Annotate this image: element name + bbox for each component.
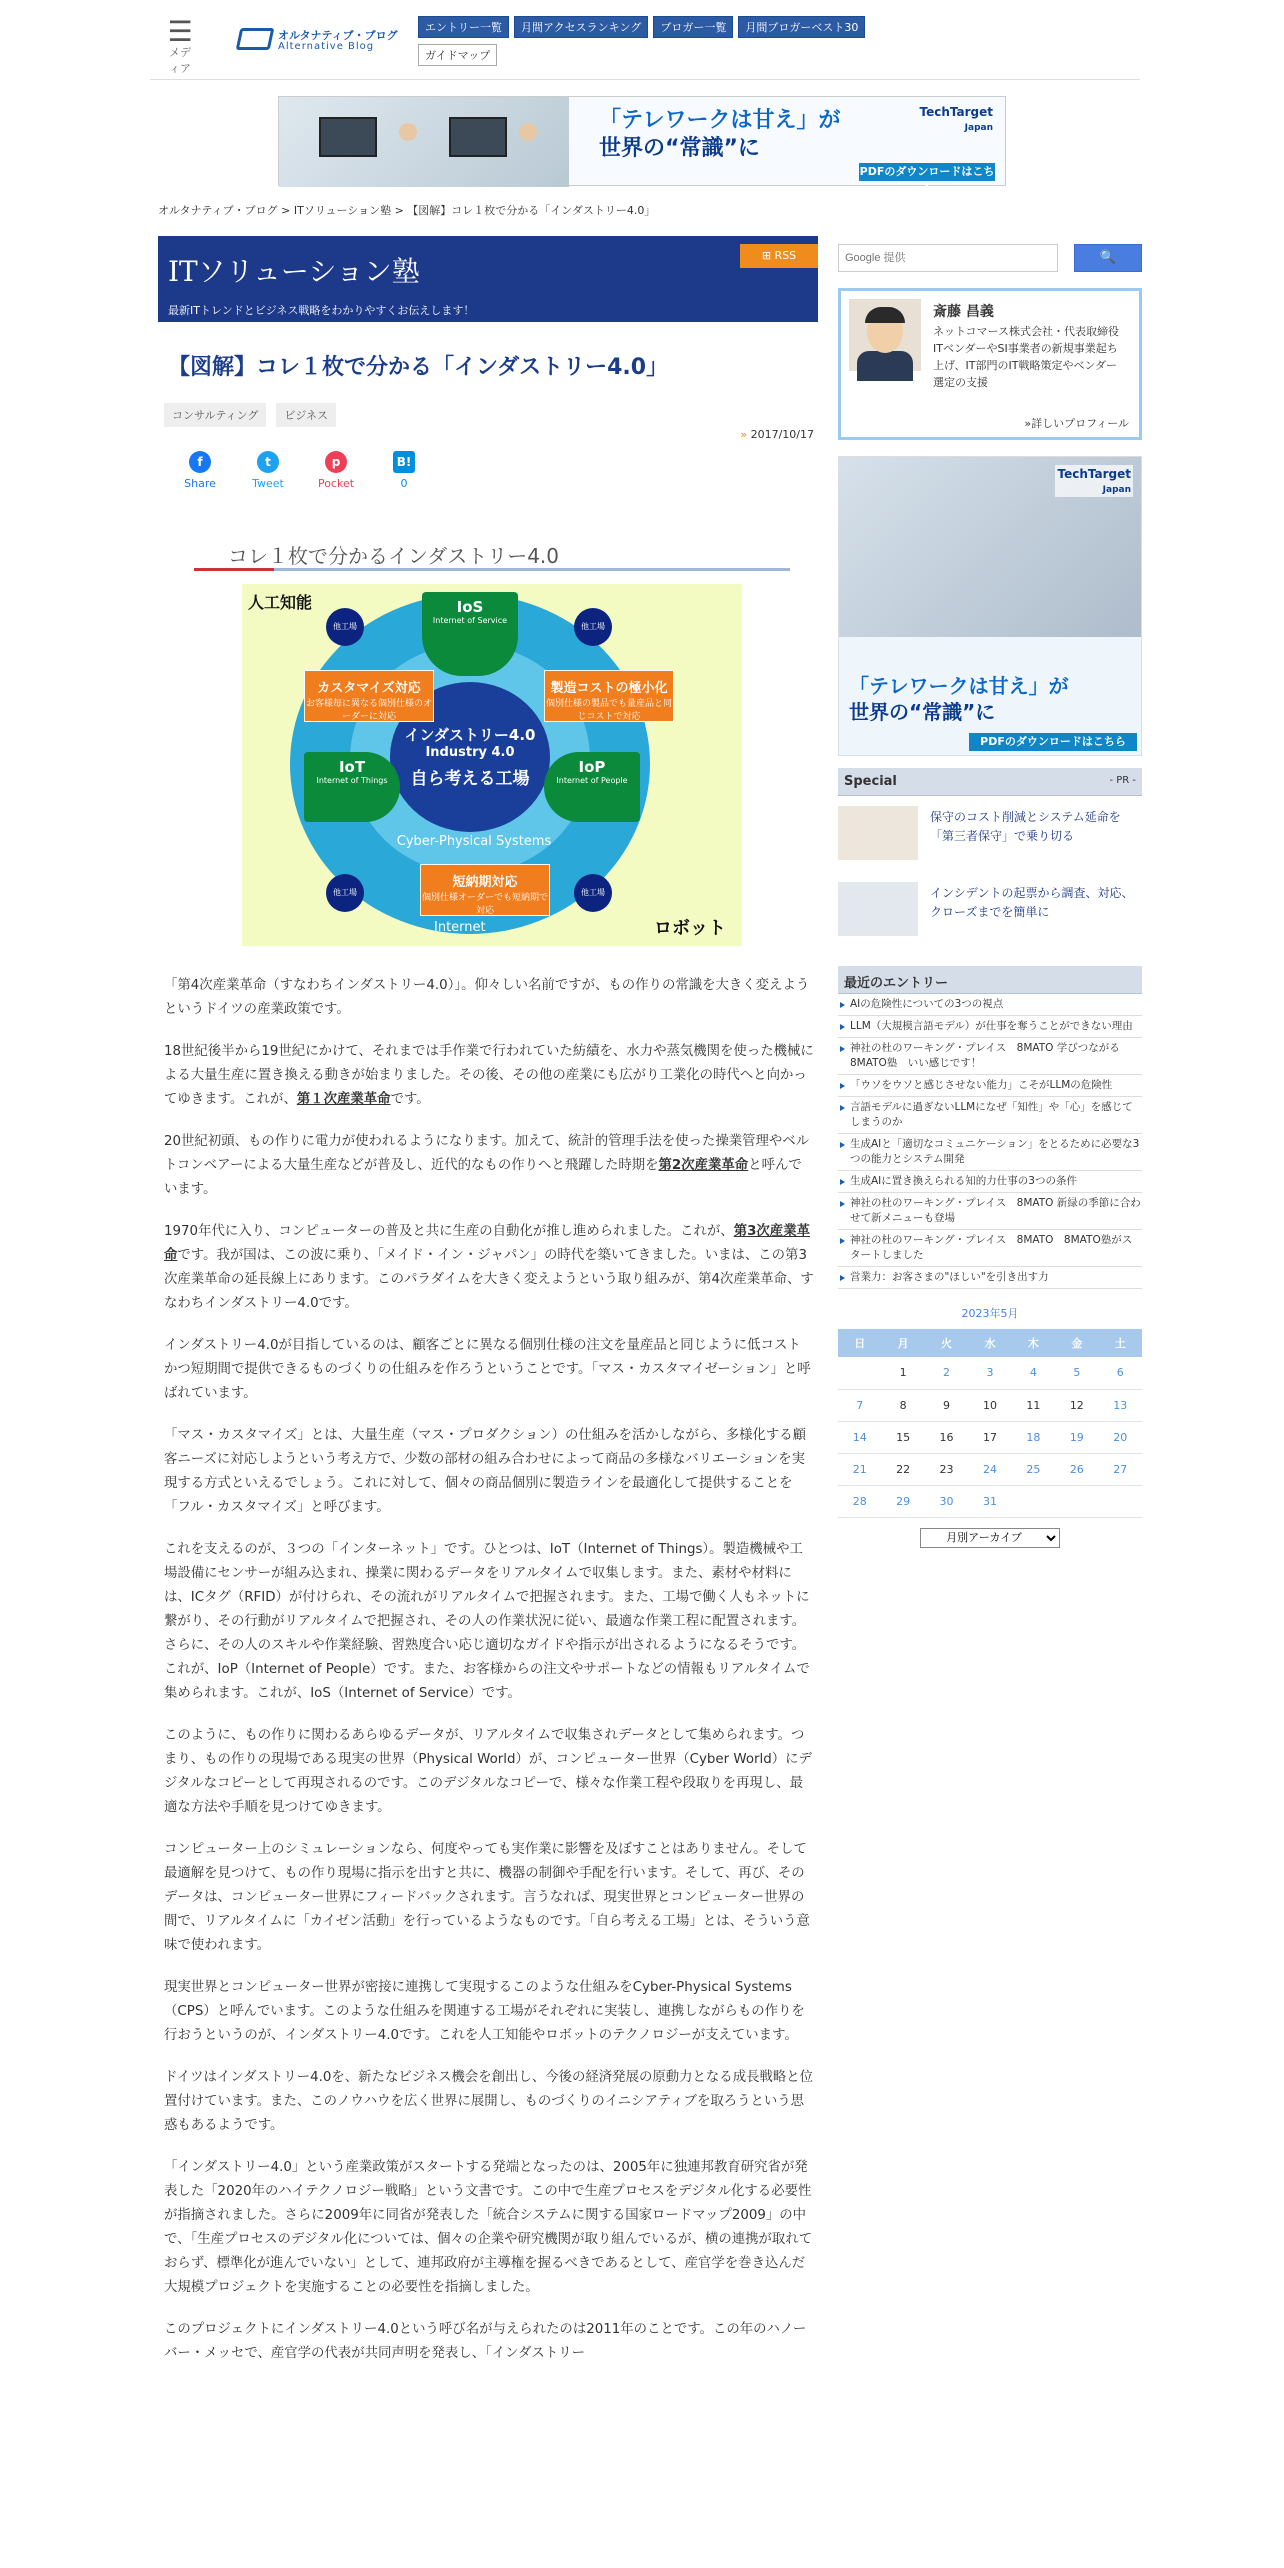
list-item[interactable]: 生成AIと「適切なコミュニケーション」をとるために必要な3つの能力とシステム開発	[838, 1134, 1142, 1171]
author-avatar[interactable]	[849, 299, 921, 371]
calendar-date: 19	[1055, 1421, 1098, 1453]
nav-guidemap[interactable]: ガイドマップ	[418, 44, 497, 66]
nav-bloggers[interactable]: ブロガー一覧	[653, 16, 733, 38]
calendar-day-header: 日	[838, 1329, 881, 1357]
list-item[interactable]: 言語モデルに過ぎないLLMになぜ「知性」や「心」を感じてしまうのか	[838, 1097, 1142, 1134]
site-logo[interactable]	[238, 25, 398, 55]
diagram-internet-label: Internet	[434, 920, 486, 935]
paragraph: 20世紀初頭、もの作りに電力が使われるようになります。加えて、統計的管理手法を使った操業管理やベルトコンベアーによる大量生産などが普及し、近代的なもの作りへと飛躍した時期を第2次産業革命と呼んでいます。	[164, 1134, 810, 1197]
search-icon: 🔍	[1099, 250, 1117, 265]
diagram-cps-label: Cyber-Physical Systems	[396, 834, 552, 849]
calendar-date	[838, 1357, 881, 1389]
list-item[interactable]: 神社の杜のワーキング・プレイス 8MATO 8MATO塾がスタートしました	[838, 1230, 1142, 1267]
blog-description: 最新ITトレンドとビジネス戦略をわかりやすくお伝えします！	[168, 304, 475, 317]
diagram-iot-node: IoT Internet of Things	[304, 752, 400, 822]
article-body	[158, 974, 818, 2366]
tag-business[interactable]: ビジネス	[276, 403, 336, 427]
rss-icon: ⊞	[761, 249, 775, 262]
calendar-date: 13	[1099, 1389, 1142, 1421]
diagram-title: コレ１枚で分かるインダストリー4.0	[228, 544, 560, 568]
author-bio: ネットコマース株式会社・代表取締役 ITベンダーやSI事業者の新規事業起ち上げ、IT部門のIT戦略策定やベンダー選定の支援	[933, 325, 1120, 389]
logo-text: オルタナティブ・ブログ	[278, 29, 398, 42]
hatena-icon: B!	[393, 451, 415, 473]
calendar-date: 4	[1012, 1357, 1055, 1389]
calendar-date	[1012, 1485, 1055, 1517]
calendar-date: 26	[1055, 1453, 1098, 1485]
diagram-customize-box: カスタマイズ対応 お客様毎に異なる個別仕様のオーダーに対応	[304, 670, 434, 722]
share-buttons	[158, 451, 818, 490]
list-item[interactable]: 営業力：お客さまの"ほしい"を引き出す力	[838, 1267, 1142, 1289]
tag-consulting[interactable]: コンサルティング	[164, 403, 266, 427]
calendar-date[interactable]: 1	[881, 1357, 924, 1389]
blog-title[interactable]: ITソリューション塾	[168, 255, 420, 288]
calendar-date: 29	[881, 1485, 924, 1517]
top-nav	[418, 16, 865, 38]
special-thumbnail	[838, 882, 918, 936]
search-input[interactable]	[838, 244, 1058, 272]
calendar-date: 28	[838, 1485, 881, 1517]
hamburger-icon: ☰	[167, 15, 193, 48]
calendar-date: 7	[838, 1389, 881, 1421]
calendar-date: 30	[925, 1485, 968, 1517]
techtarget-logo: TechTarget Japan	[919, 105, 993, 133]
calendar-date[interactable]: 11	[1012, 1389, 1055, 1421]
search-button[interactable]	[1074, 244, 1142, 272]
logo-subtext: Alternative Blog	[278, 41, 375, 52]
sidebar-ad[interactable]	[838, 456, 1142, 756]
diagram-factory-node: 他工場	[574, 874, 612, 912]
calendar-date	[1099, 1485, 1142, 1517]
calendar-day-header: 月	[881, 1329, 924, 1357]
list-item[interactable]: 生成AIに置き換えられる知的力仕事の3つの条件	[838, 1171, 1142, 1193]
paragraph: 現実世界とコンピューター世界が密接に連携して実現するこのような仕組みをCyber-Physical Systems（CPS）と呼んでいます。このような仕組みを関連する工場がそれぞれに実装し、連携しながらもの作りを行おうというのが、インダストリー4.0です。これを人工知能やロボットのテクノロジーが支えています。	[164, 1980, 805, 2043]
calendar-date: 25	[1012, 1453, 1055, 1485]
calendar-date: 2	[925, 1357, 968, 1389]
special-thumbnail	[838, 806, 918, 860]
main-content	[158, 236, 818, 2384]
calendar-date[interactable]: 15	[881, 1421, 924, 1453]
calendar-date: 18	[1012, 1421, 1055, 1453]
paragraph: このように、もの作りに関わるあらゆるデータが、リアルタイムで収集されデータとして集められます。つまり、もの作りの現場である現実の世界（Physical World）が、コンピューター世界（Cyber World）にデジタルなコピーとして再現されるのです。このデジタルなコピーで、様々な作業工程や段取りを再現し、最適な方法や手順を見つけてゆきます。	[164, 1728, 812, 1815]
author-name: 斎藤 昌義	[933, 304, 994, 320]
ad-pdf-button[interactable]: PDFのダウンロードはこちら	[969, 733, 1137, 751]
recent-entries	[838, 994, 1142, 1289]
list-item[interactable]: 神社の杜のワーキング・プレイス 8MATO 新緑の季節に合わせて新メニューも登場	[838, 1193, 1142, 1230]
diagram-factory-node: 他工場	[326, 874, 364, 912]
calendar-day-header: 木	[1012, 1329, 1055, 1357]
calendar-day-header: 水	[968, 1329, 1011, 1357]
nav-best30[interactable]: 月間ブロガーベスト30	[738, 16, 865, 38]
paragraph: ドイツはインダストリー4.0を、新たなビジネス機会を創出し、今後の経済発展の原動力となる成長戦略と位置付けています。また、このノウハウを広く世界に展開し、ものづくりのイニシアティブを取ろうという思惑もあるようです。	[164, 2070, 814, 2133]
paragraph: 1970年代に入り、コンピューターの普及と共に生産の自動化が推し進められました。これが、第3次産業革命です。我が国は、この波に乗り、「メイド・イン・ジャパン」の時代を築いてきました。いまは、この第3次産業革命の延長線上にあります。このパラダイムを大きく変えようという取り組みが、第4次産業革命、すなわちインダストリー4.0です。	[164, 1224, 814, 1311]
diagram-robot-label: ロボット	[654, 918, 726, 939]
paragraph: 「マス・カスタマイズ」とは、大量生産（マス・プロダクション）の仕組みを活かしながら、多様化する顧客ニーズに対応しようという考え方で、少数の部材の組み合わせによって商品の多様なバリエーションを実現する方式といえるでしょう。これに対して、個々の商品個別に製造ラインを最適化して提供することを「フル・カスタマイズ」と呼びます。	[164, 1428, 807, 1515]
calendar-date: 3	[968, 1357, 1011, 1389]
calendar-date: 20	[1099, 1421, 1142, 1453]
pocket-icon: p	[325, 451, 347, 473]
ad-headline: 「テレワークは甘え」が 世界の“常識”に	[849, 674, 1069, 724]
menu-label: メディア	[169, 46, 191, 75]
list-item[interactable]: 「ウソをウソと感じさせない能力」こそがLLMの危険性	[838, 1075, 1142, 1097]
paragraph: これを支えるのが、３つの「インターネット」です。ひとつは、IoT（Internet of Things）。製造機械や工場設備にセンサーが組み込まれ、操業に関わるデータをリアルタイムで収集します。また、素材や材料には、ICタグ（RFID）が付けられ、その流れがリアルタイムで把握されます。また、工場で働く人もネットに繋がり、その行動がリアルタイムで把握され、その人の作業状況に従い、最適な作業工程に配置されます。さらに、その人のスキルや作業経験、習熟度合い応じ適切なガイドや指示が出されるようになるそうです。これが、IoP（Internet of People）です。また、お客様からの注文やサポートなどの情報もリアルタイムで集められます。これが、IoS（Internet of Service）です。	[164, 1542, 810, 1701]
nav-ranking[interactable]: 月間アクセスランキング	[514, 16, 648, 38]
banner-pdf-button[interactable]: PDFのダウンロードはこちら	[859, 165, 995, 196]
calendar-date: 6	[1099, 1357, 1142, 1389]
top-nav-row2	[418, 44, 497, 66]
paragraph: このプロジェクトにインダストリー4.0という呼び名が与えられたのは2011年のことです。この年のハノーバー・メッセで、産官学の代表が共同声明を発表し、「インダストリー	[164, 2322, 807, 2361]
diagram-cost-box: 製造コストの極小化 個別仕様の製品でも量産品と同じコストで対応	[544, 670, 674, 722]
diagram-factory-node: 他工場	[326, 608, 364, 646]
paragraph: コンピューター上のシミュレーションなら、何度やっても実作業に影響を及ぼすことはありません。そして最適解を見つけて、もの作り現場に指示を出すと共に、機器の制御や手配を行います。そして、再び、そのデータは、コンピューター世界にフィードバックされます。言うなれば、現実世界とコンピューター世界の間で、リアルタイムに「カイゼン活動」を行っているようなものです。「自ら考える工場」とは、そういう意味で使われます。	[164, 1842, 810, 1953]
sidebar	[838, 236, 1142, 1548]
special-item[interactable]: 保守のコスト削減とシステム延命を「第三者保守」で乗り切る	[838, 796, 1142, 872]
nav-entries[interactable]: エントリー一覧	[418, 16, 509, 38]
site-header	[150, 0, 1140, 80]
list-item[interactable]: 神社の杜のワーキング・プレイス 8MATO 学びつながる8MATO塾 いい感じです！	[838, 1038, 1142, 1075]
calendar-date	[1055, 1485, 1098, 1517]
logo-icon	[236, 28, 275, 50]
paragraph: 「インダストリー4.0」という産業政策がスタートする発端となったのは、2005年に独連邦教育研究省が発表した「2020年のハイテクノロジー戦略」という文書です。この中で生産プロセスをデジタル化する必要性が指摘されました。さらに2009年に同省が発表した「統合システムに関する国家ロードマップ2009」の中で、「生産プロセスのデジタル化については、個々の企業や研究機関が取り組んでいるが、横の連携が取れておらず、標準化が進んでいない」として、連邦政府が主導権を握るべきであるとして、産官学を巻き込んだ大規模プロジェクトを実施することの必要性を指摘しました。	[164, 2160, 813, 2295]
calendar-date: 27	[1099, 1453, 1142, 1485]
special-heading: Special - PR -	[838, 768, 1142, 796]
calendar-day-header: 火	[925, 1329, 968, 1357]
calendar-date[interactable]: 22	[881, 1453, 924, 1485]
breadcrumb[interactable]: オルタナティブ・ブログ > ITソリューション塾 > 【図解】コレ１枚で分かる「インダストリー4.0」	[158, 204, 656, 217]
paragraph: インダストリー4.0が目指しているのは、顧客ごとに異なる個別仕様の注文を量産品と同じように低コストかつ短期間で提供できるものづくりの仕組みを作ろうということです。「マス・カスタマイゼーション」と呼ばれています。	[164, 1338, 811, 1401]
calendar-date: 21	[838, 1453, 881, 1485]
list-item[interactable]: LLM（大規模言語モデル）が仕事を奪うことができない理由	[838, 1016, 1142, 1038]
rss-button[interactable]: ⊞ RSS	[740, 244, 818, 268]
profile-more-link[interactable]: »詳しいプロフィール	[1024, 417, 1129, 430]
menu-button[interactable]	[165, 15, 195, 76]
calendar-date[interactable]: 16	[925, 1421, 968, 1453]
calendar-date[interactable]: 10	[968, 1389, 1011, 1421]
google-search	[838, 244, 1142, 272]
archive-select[interactable]	[920, 1528, 1060, 1548]
author-profile	[838, 288, 1142, 440]
techtarget-logo: TechTarget Japan	[1057, 467, 1131, 495]
share-twitter[interactable]: t Tweet	[248, 451, 288, 490]
share-hatena[interactable]: B! 0	[384, 451, 424, 490]
article-title: 【図解】コレ１枚で分かる「インダストリー4.0」	[168, 355, 669, 380]
calendar-date[interactable]: 12	[1055, 1389, 1098, 1421]
share-pocket[interactable]: p Pocket	[316, 451, 356, 490]
calendar-date: 24	[968, 1453, 1011, 1485]
blog-header	[158, 236, 818, 322]
paragraph: 「第4次産業革命（すなわちインダストリー4.0）」。仰々しい名前ですが、もの作りの常識を大きく変えようというドイツの産業政策です。	[164, 978, 810, 1017]
calendar-day-header: 土	[1099, 1329, 1142, 1357]
share-facebook[interactable]: f Share	[180, 451, 220, 490]
article-date: » 2017/10/17	[740, 428, 814, 441]
diagram-iop-node: IoP Internet of People	[544, 752, 640, 822]
calendar-title: 2023年5月	[961, 1307, 1019, 1320]
calendar-date[interactable]: 17	[968, 1421, 1011, 1453]
industry40-diagram	[194, 534, 790, 954]
diagram-ai-label: 人工知能	[248, 593, 313, 612]
calendar-date[interactable]: 9	[925, 1389, 968, 1421]
calendar-date: 5	[1055, 1357, 1098, 1389]
tag-list	[158, 403, 818, 427]
facebook-icon: f	[189, 451, 211, 473]
diagram-center: インダストリー4.0 Industry 4.0 自ら考える工場	[390, 682, 550, 832]
diagram-leadtime-box: 短納期対応 個別仕様オーダーでも短納期で対応	[420, 864, 550, 916]
diagram-ios-node: IoS Internet of Service	[422, 592, 518, 676]
banner-photo	[279, 97, 569, 187]
special-item[interactable]: インシデントの起票から調査、対応、クローズまでを簡単に	[838, 872, 1142, 948]
banner-headline: 「テレワークは甘え」が 世界の“常識”に	[599, 108, 841, 161]
list-item[interactable]: AIの危険性についての3つの視点	[838, 994, 1142, 1016]
calendar-date[interactable]: 8	[881, 1389, 924, 1421]
paragraph: 18世紀後半から19世紀にかけて、それまでは手作業で行われていた紡績を、水力や蒸気機関を使った機械による大量生産に置き換える動きが始まりました。その後、その他の産業にも広がり工業化の時代へと向かってゆきます。これが、第１次産業革命です。	[164, 1044, 814, 1107]
diagram-factory-node: 他工場	[574, 608, 612, 646]
calendar-date: 31	[968, 1485, 1011, 1517]
calendar-date: 14	[838, 1421, 881, 1453]
calendar	[838, 1329, 1142, 1518]
top-banner-ad[interactable]	[278, 96, 1006, 196]
calendar-day-header: 金	[1055, 1329, 1098, 1357]
twitter-icon: t	[257, 451, 279, 473]
recent-entries-heading: 最近のエントリー	[838, 966, 1142, 994]
calendar-date[interactable]: 23	[925, 1453, 968, 1485]
